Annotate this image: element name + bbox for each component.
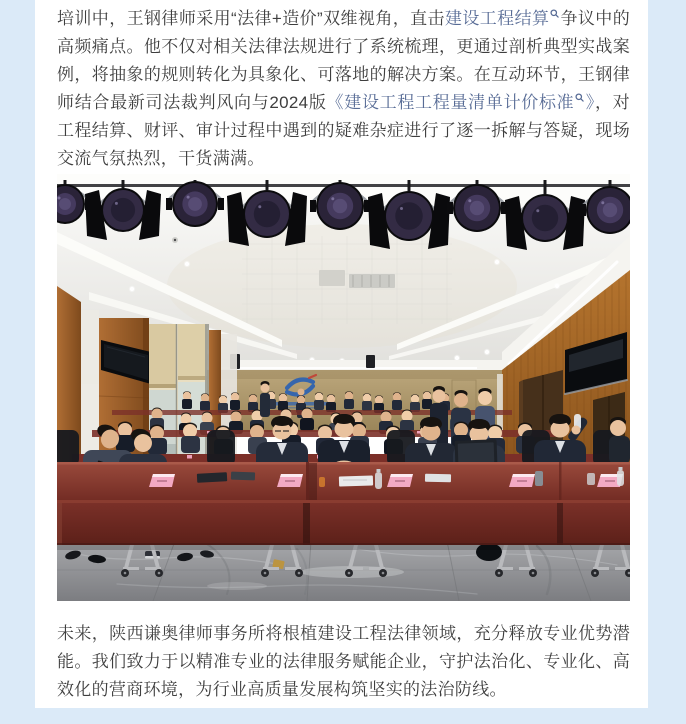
article-card — [35, 0, 648, 708]
link-pricing-standard[interactable] — [327, 93, 595, 112]
search-icon — [550, 9, 559, 18]
paragraph-text: 争议中的高频痛点。他不仅对相关法律法规进行了系统梳理，更通过剖析典型实战案例，将抽象的规则转化为具象化、可落地的解决方案。在互动环节，王钢律师结合最新司法裁判风向与2024版 — [57, 9, 631, 112]
paragraph-training-summary — [57, 5, 630, 173]
link-construction-settlement[interactable] — [445, 9, 560, 28]
link-text: 《建设工程工程量清单计价标准 — [326, 93, 575, 112]
conference-photo-scene — [57, 174, 630, 601]
paragraph-text: ，对工程结算、财评、审计过程中遇到的疑难杂症进行了逐一拆解与答疑，现场交流气氛热烈，干货满满。 — [57, 93, 630, 168]
link-text: 》 — [585, 93, 595, 112]
search-icon — [575, 93, 584, 102]
link-text: 建设工程结算 — [444, 9, 550, 28]
conference-photo — [57, 174, 630, 601]
paragraph-text: 培训中，王钢律师采用“法律+造价”双维视角，直击 — [57, 9, 445, 28]
paragraph-closing: 未来，陕西谦奥律师事务所将根植建设工程法律领域，充分释放专业优势潜能。我们致力于以精准专业的法律服务赋能企业，守护法治化、专业化、高效化的营商环境，为行业高质量发展构筑坚实的法治防线。 — [57, 624, 630, 699]
